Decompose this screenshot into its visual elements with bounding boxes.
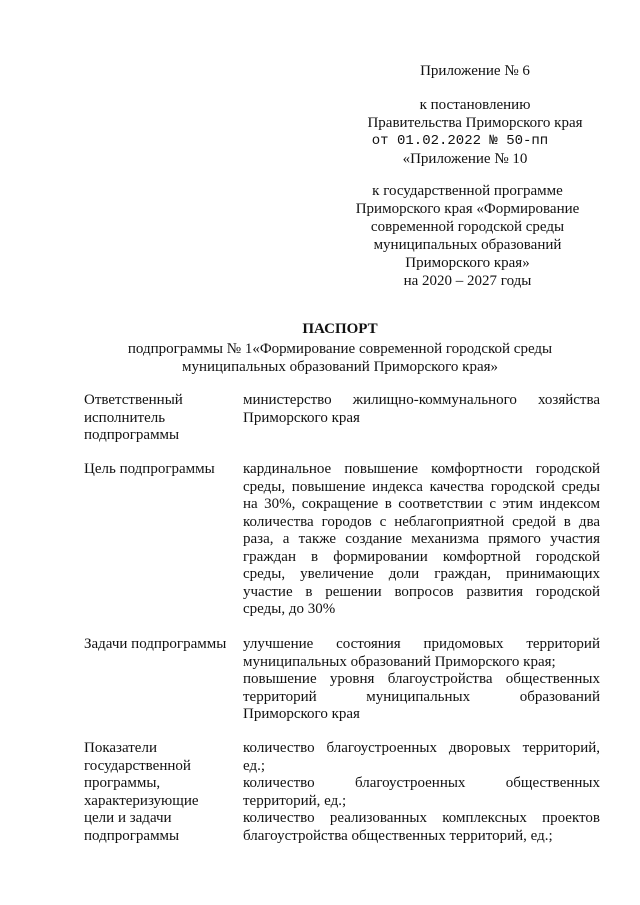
value-line: среды, повышение индекса качества городской среды — [243, 478, 600, 495]
value-line: участие в решении вопросов развития городской — [243, 583, 600, 600]
row-value — [243, 461, 600, 619]
resolution-date-number: от 01.02.2022 № 50-пп — [371, 133, 549, 149]
label-line: исполнитель — [84, 409, 166, 426]
row-value — [243, 636, 600, 724]
value-line: улучшение состояния придомовых территорий — [243, 636, 600, 652]
label-line: характеризующие — [84, 792, 199, 809]
appendix-block — [355, 62, 595, 80]
resolution-ref: к постановлению — [419, 97, 531, 113]
value-line: на 30%, сокращение в соответствии с этим индексом — [243, 496, 600, 512]
value-line: территорий муниципальных образований — [243, 688, 600, 705]
value-line: Приморского края — [243, 409, 360, 426]
value-line: территорий, ед.; — [243, 792, 347, 809]
subtitle-line: подпрограммы № 1«Формирование современной городской среды — [127, 341, 553, 357]
program-ref-line: к государственной программе — [372, 183, 563, 199]
value-line: среды, до 30% — [243, 601, 336, 617]
label-line: государственной — [84, 757, 191, 774]
value-line: министерство жилищно-коммунального хозяйства — [243, 392, 600, 408]
value-line: муниципальных образований Приморского края; — [243, 653, 556, 670]
row-value — [243, 392, 600, 427]
value-line: благоустройства общественных территорий, ед.; — [243, 827, 553, 844]
row-label — [84, 636, 234, 654]
label-line: Ответственный — [84, 392, 183, 408]
program-ref-line: Приморского края» — [405, 255, 530, 271]
value-line: кардинальное повышение комфортности городской — [243, 461, 600, 477]
label-line: подпрограммы — [84, 827, 180, 844]
label-line: программы, — [84, 775, 161, 791]
value-line: раза, а также создание механизма прямого участия — [243, 531, 600, 547]
subtitle-line: муниципальных образований Приморского края» — [181, 359, 498, 375]
program-ref-line: современной городской среды — [370, 219, 565, 235]
government-name: Правительства Приморского края — [367, 115, 583, 131]
value-line: количество благоустроенных дворовых территорий, — [243, 740, 600, 756]
program-years: на 2020 – 2027 годы — [403, 273, 532, 289]
value-line: среды, увеличение доли граждан, принимающих — [243, 566, 600, 582]
value-line: повышение уровня благоустройства общественных — [243, 671, 600, 687]
value-line: ед.; — [243, 757, 266, 774]
label-line: Показатели — [84, 740, 157, 756]
program-ref-block — [340, 182, 595, 290]
label-line: цели и задачи — [84, 810, 172, 826]
row-value — [243, 740, 600, 845]
value-line: Приморского края — [243, 706, 360, 722]
row-label — [84, 392, 234, 445]
page-title: ПАСПОРТ — [302, 321, 378, 337]
appendix-10-ref: «Приложение № 10 — [402, 151, 528, 167]
row-label — [84, 461, 234, 479]
label-line: Цель подпрограммы — [84, 461, 215, 477]
appendix-number: Приложение № 6 — [420, 63, 530, 79]
value-line: граждан в формировании комфортной городской — [243, 548, 600, 565]
passport-title-block — [100, 320, 580, 376]
resolution-block — [355, 96, 595, 168]
row-label — [84, 740, 234, 845]
value-line: количество реализованных комплексных проектов — [243, 810, 600, 826]
label-line: подпрограммы — [84, 427, 180, 443]
label-line: Задачи подпрограммы — [84, 636, 227, 652]
program-ref-line: муниципальных образований — [373, 237, 562, 253]
value-line: количества городов с неблагоприятной средой в два — [243, 513, 600, 530]
program-ref-line: Приморского края «Формирование — [355, 201, 580, 217]
value-line: количество благоустроенных общественных — [243, 775, 600, 791]
